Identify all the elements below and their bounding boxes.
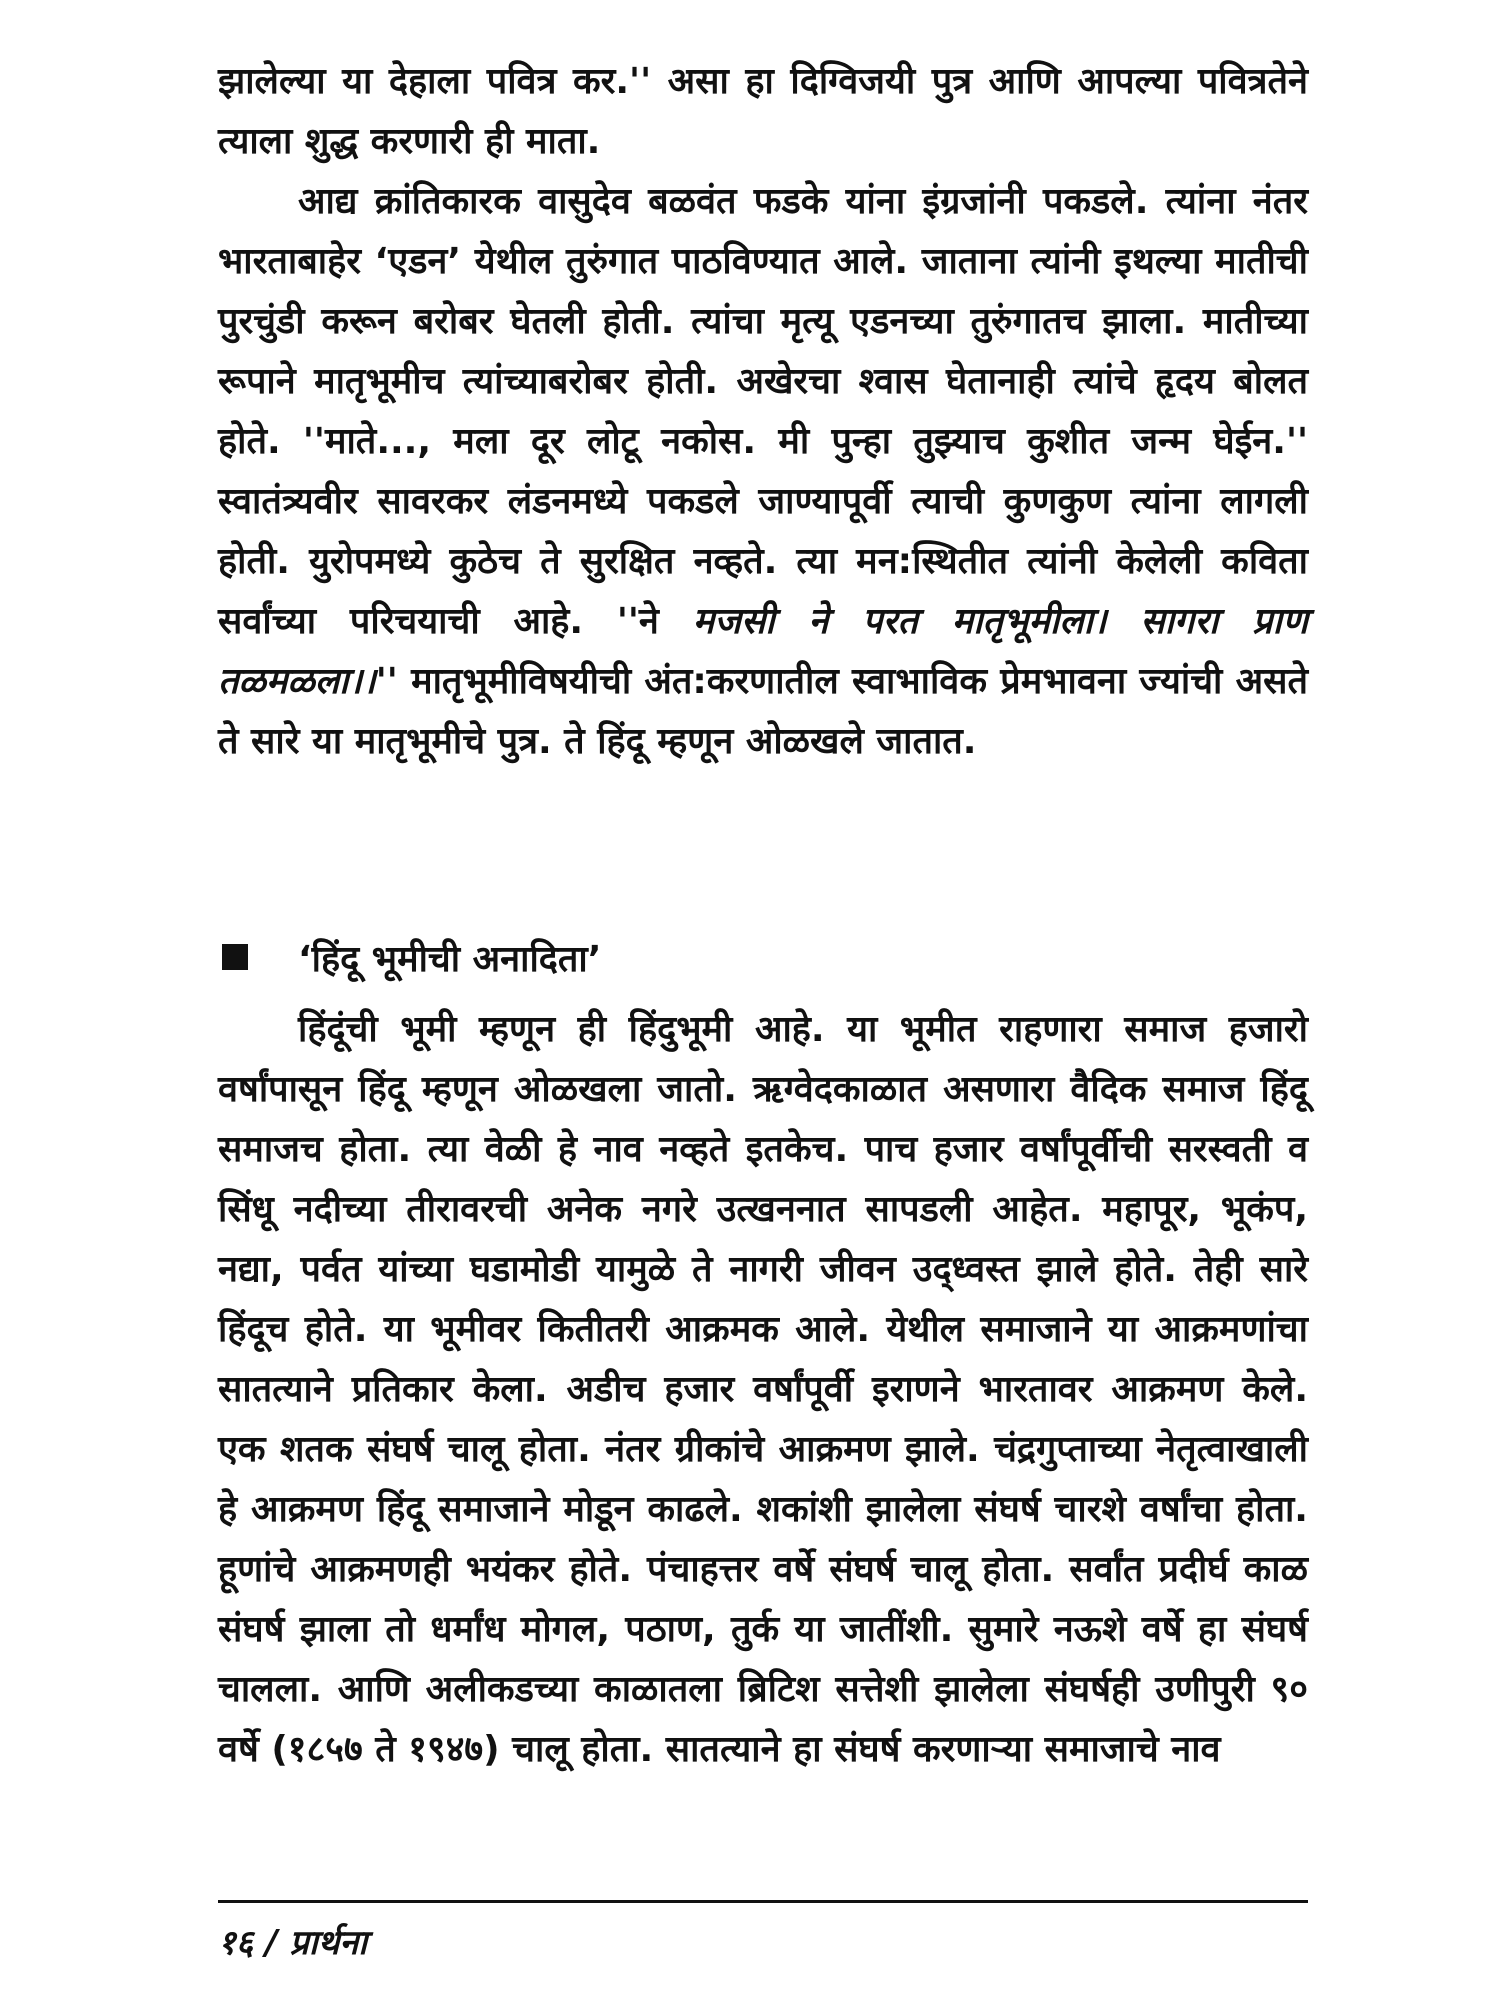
hindu-land-paragraph: हिंदूंची भूमी म्हणून ही हिंदुभूमी आहे. या भूमीत राहणारा समाज हजारो वर्षांपासून हिंदू म्हणून ओळखला जातो. ऋग्वेदकाळात असणारा वैदिक समाज हिंदू समाजच होता. त्या वेळी हे नाव नव्हते इतकेच. पाच हजार वर्षांपूर्वीची सरस्वती व सिंधू नदीच्या तीरावरची अनेक नगरे उत्खननात सापडली आहेत. महापूर, भूकंप, नद्या, पर्वत यांच्या घडामोडी यामुळे ते नागरी जीवन उद्ध्वस्त झाले होते. तेही सारे हिंदूच होते. या भूमीवर कितीतरी आक्रमक आले. येथील समाजाने या आक्रमणांचा सातत्याने प्रतिकार केला. अडीच हजार वर्षांपूर्वी इराणने भारतावर आक्रमण केले. एक शतक संघर्ष चालू होता. नंतर ग्रीकांचे आक्रमण झाले. चंद्रगुप्ताच्या नेतृत्वाखाली हे आक्रमण हिंदू समाजाने मोडून काढले. शकांशी झालेला संघर्ष चारशे वर्षांचा होता. हूणांचे आक्रमणही भयंकर होते. पंचाहत्तर वर्षे संघर्ष चालू होता. सर्वांत प्रदीर्घ काळ संघर्ष झाला तो धर्मांध मोगल, पठाण, तुर्क या जातींशी. सुमारे नऊशे वर्षे हा संघर्ष चालला. आणि अलीकडच्या काळातला ब्रिटिश सत्तेशी झालेला संघर्षही उणीपुरी ९० वर्षे (१८५७ ते १९४७) चालू होता. सातत्याने हा संघर्ष करणाऱ्या समाजाचे नाव: [218, 1009, 1308, 1770]
phadke-paragraph-end: मातृभूमीविषयीची अंत:करणातील स्वाभाविक प्रेमभावना ज्यांची असते ते सारे या मातृभूमीचे पुत्र. ते हिंदू म्हणून ओळखले जातात.: [218, 661, 1308, 762]
section-heading-row: [222, 930, 1122, 990]
phadke-paragraph-body: आद्य क्रांतिकारक वासुदेव बळवंत फडके यांना इंग्रजांनी पकडले. त्यांना नंतर भारताबाहेर ‘एडन’ येथील तुरुंगात पाठविण्यात आले. जाताना त्यांनी इथल्या मातीची पुरचुंडी करून बरोबर घेतली होती. त्यांचा मृत्यू एडनच्या तुरुंगातच झाला. मातीच्या रूपाने मातृभूमीच त्यांच्याबरोबर होती. अखेरचा श्वास घेतानाही त्यांचे हृदय बोलत होते. ''माते..., मला दूर लोटू नकोस. मी पुन्हा तुझ्याच कुशीत जन्म घेईन.'' स्वातंत्र्यवीर सावरकर लंडनमध्ये पकडले जाण्यापूर्वी त्याची कुणकुण त्यांना लागली होती. युरोपमध्ये कुठेच ते सुरक्षित नव्हते. त्या मन:स्थितीत त्यांनी केलेली कविता सर्वांच्या परिचयाची आहे. ''ने: [218, 181, 1308, 642]
footer-separator: /: [253, 1923, 290, 1963]
square-bullet-icon: [222, 944, 248, 970]
section-heading: ‘हिंदू भूमीची अनादिता’: [298, 939, 602, 980]
poem-line: मजसी ने परत मातृभूमीला। सागरा प्राण तळमळला।।'': [218, 601, 1308, 702]
continuation-paragraph: झालेल्या या देहाला पवित्र कर.'' असा हा दिग्विजयी पुत्र आणि आपल्या पवित्रतेने त्याला शुद्ध करणारी ही माता.: [218, 61, 1308, 162]
footer-divider: [218, 1900, 1308, 1903]
page-footer: [218, 1918, 367, 1968]
main-text-bottom: [218, 1000, 1308, 1780]
main-text-top: [218, 52, 1308, 772]
phadke-paragraph: [218, 172, 1308, 772]
book-title: प्रार्थना: [289, 1923, 368, 1963]
page-number: १६: [218, 1923, 254, 1963]
